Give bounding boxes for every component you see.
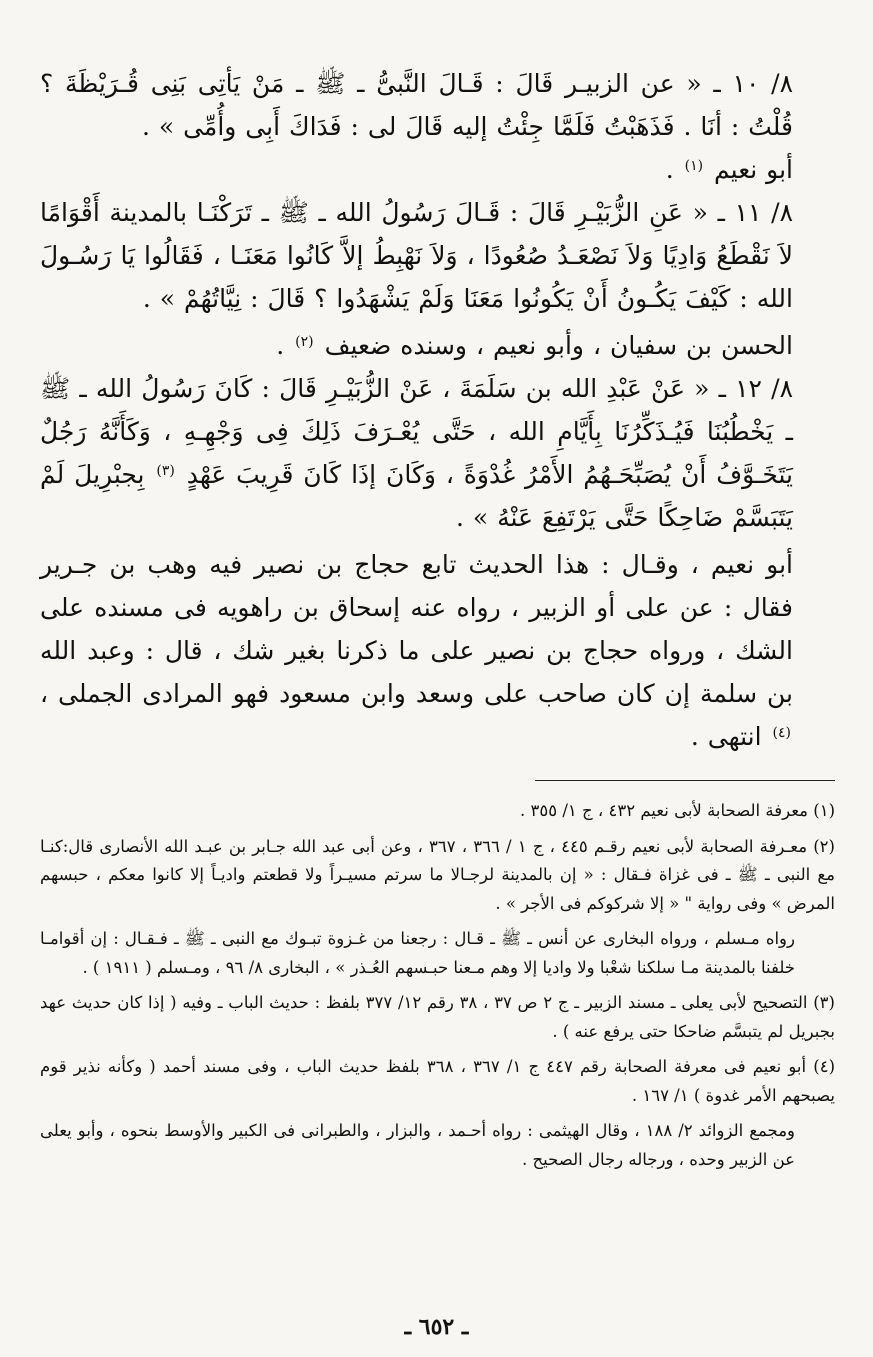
source-8-11-text: الحسن بن سفيان ، وأبو نعيم ، وسنده ضعيف [324,331,793,360]
hadith-8-12-text-a: ٨/ ١٢ ـ « عَنْ عَبْدِ الله بن سَلَمَةَ ، عَنْ الزُّبَيْـرِ قَالَ : كَانَ رَسُولُ الله ـ ﷺ ـ يَخْطُبُنَا فَيُـذَكِّرُنَا بِأَيَّامِ الله ، حَتَّى يُعْـرَفَ ذَلِكَ فِى وَجْهِـهِ ، وَكَأَنَّهُ رَجُلٌ يَتَخَـوَّفُ أَنْ يُصَبِّحَـهُمُ الأَمْرُ غُدْوَةً ، وَكَانَ إذَا كَانَ قَرِيبَ عَهْدٍ [40,374,794,489]
source-8-11 [40,324,835,367]
hadith-8-10-text: ٨/ ١٠ ـ « عن الزبيـر قَالَ : قَـالَ النَّبىُّ ـ ﷺ ـ مَنْ يَأتِى بَنِى قُـرَيْظَةَ ؟ قُلْتُ : أنَا . فَذَهَبْتُ فَلَمَّا جِئْتُ إليه قَالَ لى : فَدَاكَ أَبِى وأُمِّى » . [40,69,793,141]
footnote-2: (٢) معـرفة الصحابة لأبى نعيم رقـم ٤٤٥ ، ج ١ / ٣٦٦ ، ٣٦٧ ، وعن أبى عبد الله جـابر بن عبـد الله الأنصارى قال:كنـا مع النبى ـ ﷺ ـ فى غزاة فـقال : « إن بالمدينة لرجـالا ما سرتم مسيـراً ولا قطعتم واديـاً إلا كانوا معكم ، حبسهم المرض » وفى رواية " « إلا شركوكم فى الأجر » . [40,836,835,913]
footnote-2-continued: رواه مـسلم ، ورواه البخارى عن أنس ـ ﷺ ـ قـال : رجعنا من غـزوة تبـوك مع النبى ـ ﷺ ـ فـقـال : إن أقوامـا خلفنا بالمدينة مـا سلكنا شعْبا ولا واديا إلا وهم مـعنا حبـسهم العُـذر » ، البخارى ٨/ ٩٦ ، ومـسلم ( ١٩١١ ) . [40,929,795,977]
hadith-8-12-text-b: بِجبْرِيلَ لَمْ يَتَبَسَّمْ ضَاحِكًا حَتَّى يَرْتَفِعَ عَنْهُ » . [40,460,793,532]
hadith-8-12 [40,367,835,539]
footnote-divider [535,780,835,781]
commentary-text-b: انتهى . [690,722,762,751]
footnote-3: (٣) التصحيح لأبى يعلى ـ مسند الزبير ـ ج ٢ ص ٣٧ ، ٣٨ رقم ١٢/ ٣٧٧ بلفظ : حديث الباب ـ وفيه ( إذا كان حديث عهد بجبريل لم يتبسَّم ضاحكا حتى يرفع عنه ) . [40,993,835,1041]
source-8-10-text: أبو نعيم [714,155,793,184]
hadith-8-11 [40,191,835,320]
footnote-ref-2[interactable]: (٢) [295,334,314,350]
main-text [40,62,835,758]
footnote-ref-4[interactable]: (٤) [772,725,791,741]
source-8-10-end: . [665,155,674,184]
footnote-ref-1[interactable]: (١) [684,158,704,174]
source-8-10 [40,148,835,191]
commentary-text-a: أبو نعيم ، وقـال : هذا الحديث تابع حجاج بن نصير فيه وهب بن جـرير فقال : عن على أو الزبير ، رواه عنه إسحاق بن راهويه فى مسنده على الشك ، ورواه حجاج بن نصير على ما ذكرنا بغير شك ، قال : وعبد الله بن سلمة إن كان صاحب على وسعد وابن مسعود فهو المرادى الجملى ، [40,550,793,708]
footnote-1: (١) معرفة الصحابة لأبى نعيم ٤٣٢ ، ج ١/ ٣٥٥ . [519,801,835,820]
commentary-8-12 [40,543,835,758]
hadith-8-10 [40,62,835,148]
hadith-8-11-text: ٨/ ١١ ـ « عَنِ الزُّبَيْـرِ قَالَ : قَـالَ رَسُولُ الله ـ ﷺ ـ تَرَكْنَـا بالمدينة أَقْوَامًا لاَ نَقْطَعُ وَادِيًا وَلاَ نَصْعَـدُ صُعُودًا ، وَلاَ نَهْبِطُ إلاَّ كَانُوا مَعَنَـا ، فَقَالُوا يَا رَسُـولَ الله : كَيْفَ يَكُـونُ أَنْ يَكُونُوا مَعَنَا وَلَمْ يَشْهَدُوا ؟ قَالَ : نِيَّاتُهُمْ » . [40,198,794,313]
source-8-11-end: . [276,331,285,360]
footnotes [40,797,835,1174]
footnote-ref-3[interactable]: (٣) [156,463,175,479]
page-number: ـ ٦٥٢ ـ [404,1314,469,1340]
footnote-4-continued: ومجمع الزوائد ٢/ ١٨٨ ، وقال الهيثمى : رواه أحـمد ، والبزار ، والطبرانى فى الكبير والأوسط بنحوه ، وأبو يعلى عن الزبير وحده ، ورجاله رجال الصحيح . [40,1121,796,1169]
footnote-4: (٤) أبو نعيم فى معرفة الصحابة رقم ٤٤٧ ج ١/ ٣٦٧ ، ٣٦٨ بلفظ حديث الباب ، وفى مسند أحمد ( وكأنه نذير قوم يصبحهم الأمر غدوة ) ١/ ١٦٧ . [40,1057,836,1105]
